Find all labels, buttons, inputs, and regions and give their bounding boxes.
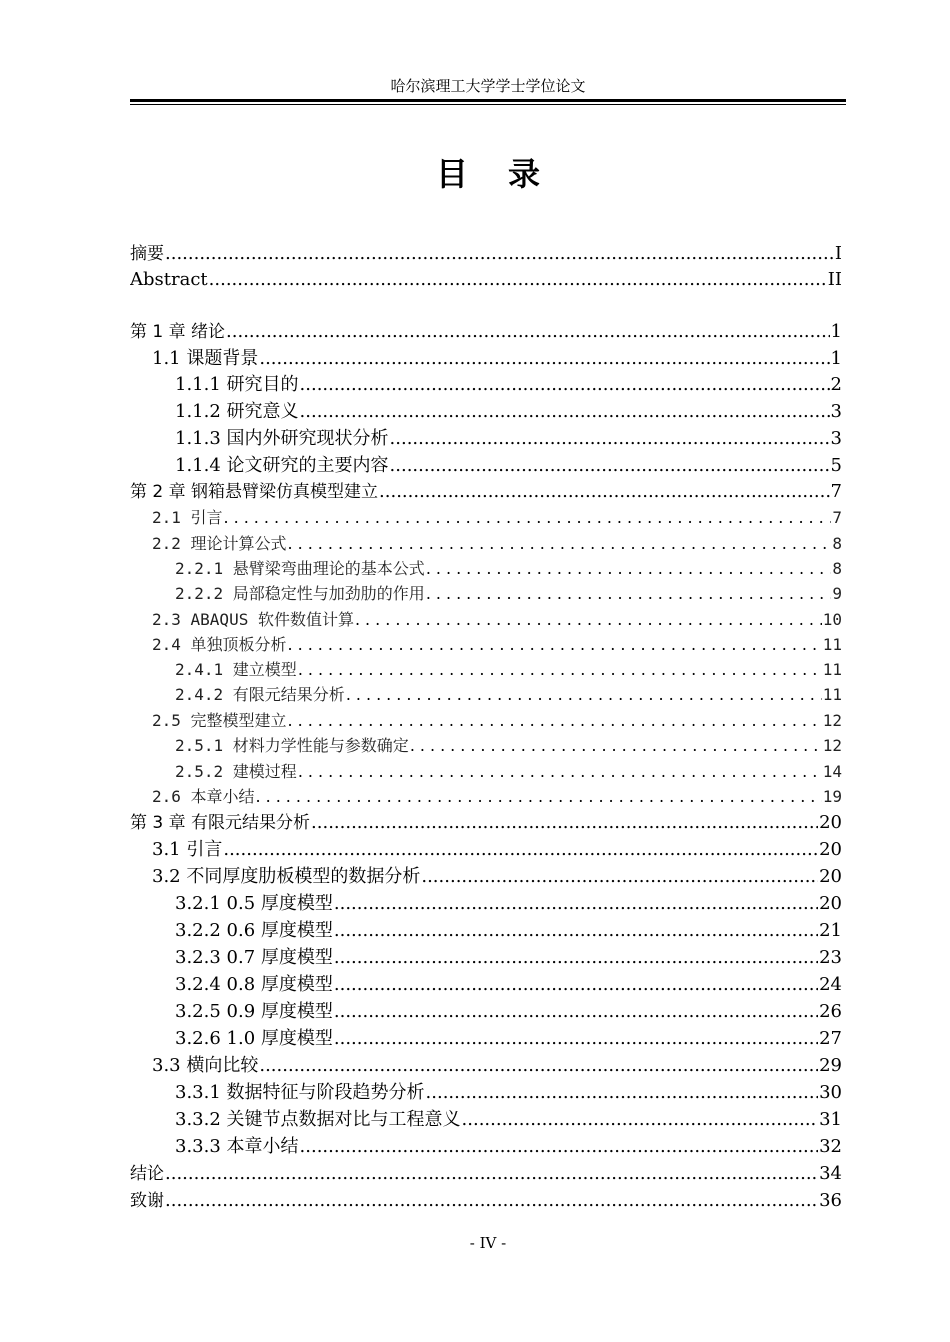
toc-entry-label: 3.2.1 0.5 厚度模型 — [175, 893, 333, 914]
toc-entry-label: 2.2.1 悬臂梁弯曲理论的基本公式 — [175, 559, 425, 578]
toc-entry-label: 第 2 章 钢箱悬臂梁仿真模型建立 — [130, 482, 379, 502]
toc-leader-dots — [288, 532, 832, 556]
toc-entry-label: 3.2.6 1.0 厚度模型 — [175, 1028, 333, 1049]
toc-leader-dots — [334, 892, 818, 916]
toc-entry-2-2-1[interactable] — [130, 555, 846, 581]
toc-entry-page: 7 — [830, 481, 842, 502]
toc-leader-dots — [346, 683, 822, 707]
toc-entry-page: 14 — [822, 762, 842, 781]
toc-entry-chapter-1[interactable] — [130, 318, 846, 344]
running-header: 哈尔滨理工大学学士学位论文 — [390, 77, 586, 95]
toc-leader-dots — [334, 1027, 818, 1051]
toc-entry-label: 3.2.4 0.8 厚度模型 — [175, 974, 333, 995]
toc-entry-page: 10 — [822, 610, 842, 629]
toc-entry-3-2-6[interactable] — [130, 1025, 846, 1051]
toc-entry-3-3-1[interactable] — [130, 1079, 846, 1105]
toc-entry-1-1-4[interactable] — [130, 452, 846, 478]
toc-entry-label: 2.4.2 有限元结果分析 — [175, 685, 345, 704]
toc-entry-2-3[interactable] — [130, 606, 846, 632]
toc-entry-label: 1.1.2 研究意义 — [175, 401, 299, 422]
toc-entry-2-1[interactable] — [130, 504, 846, 530]
toc-entry-label: 2.5 完整模型建立 — [152, 711, 287, 730]
toc-leader-dots — [256, 785, 822, 809]
toc-entry-label: 2.3 ABAQUS 软件数值计算 — [152, 610, 354, 629]
toc-entry-2-5-1[interactable] — [130, 732, 846, 758]
toc-leader-dots — [224, 506, 832, 530]
toc-entry-2-4-1[interactable] — [130, 656, 846, 682]
toc-entry-page: 19 — [822, 787, 842, 806]
toc-entry-label: Abstract — [130, 269, 208, 290]
toc-entry-page: 31 — [819, 1109, 842, 1130]
toc-entry-label: 3.2.5 0.9 厚度模型 — [175, 1001, 333, 1022]
toc-leader-dots — [165, 1162, 818, 1186]
title-part-2: 录 — [508, 155, 541, 193]
toc-entry-page: 36 — [819, 1190, 842, 1211]
toc-entry-page: 21 — [819, 920, 842, 941]
toc-entry-2-4[interactable] — [130, 631, 846, 657]
title-part-1: 目 — [435, 155, 468, 193]
toc-leader-dots — [334, 946, 818, 970]
toc-entry-2-5-2[interactable] — [130, 758, 846, 784]
toc-leader-dots — [223, 838, 818, 862]
toc-leader-dots — [334, 919, 818, 943]
toc-entry-page: I — [834, 243, 842, 264]
toc-entry-page: 5 — [830, 455, 842, 476]
toc-leader-dots — [426, 1081, 819, 1105]
toc-entry-page: II — [827, 269, 842, 290]
toc-entry-label: 2.4 单独顶板分析 — [152, 635, 287, 654]
toc-entry-page: 1 — [830, 321, 842, 342]
toc-entry-chapter-3[interactable] — [130, 809, 846, 835]
toc-leader-dots — [334, 1000, 818, 1024]
toc-entry-label: 致谢 — [130, 1191, 164, 1211]
toc-entry-page: 12 — [822, 736, 842, 755]
toc-leader-dots — [165, 242, 834, 266]
toc-leader-dots — [298, 658, 822, 682]
toc-entry-label: 第 3 章 有限元结果分析 — [130, 813, 311, 833]
toc-leader-dots — [165, 1189, 818, 1213]
toc-leader-dots — [300, 400, 830, 424]
toc-entry-label: 3.3.2 关键节点数据对比与工程意义 — [175, 1109, 461, 1130]
toc-entry-label: 3.2.2 0.6 厚度模型 — [175, 920, 333, 941]
toc-entry-label: 2.2.2 局部稳定性与加劲肋的作用 — [175, 584, 425, 603]
toc-entry-page: 3 — [830, 428, 842, 449]
toc-entry-page: 32 — [819, 1136, 842, 1157]
toc-entry-1-1-3[interactable] — [130, 425, 846, 451]
toc-entry-acknowledgements[interactable] — [130, 1187, 846, 1213]
toc-leader-dots — [355, 608, 822, 632]
toc-entry-page: 30 — [819, 1082, 842, 1103]
toc-entry-3-2-4[interactable] — [130, 971, 846, 997]
header-rule-thick — [130, 99, 846, 102]
toc-entry-label: 3.1 引言 — [152, 839, 223, 860]
toc-entry-label: 结论 — [130, 1164, 164, 1184]
toc-entry-page: 7 — [832, 508, 842, 527]
page-number: - IV - — [469, 1234, 507, 1252]
page-title — [130, 152, 846, 196]
toc-entry-page: 34 — [819, 1163, 842, 1184]
toc-entry-page: 3 — [830, 401, 842, 422]
toc-leader-dots — [462, 1108, 819, 1132]
toc-entry-label: 摘要 — [130, 244, 164, 264]
toc-leader-dots — [426, 582, 832, 606]
toc-leader-dots — [390, 454, 830, 478]
toc-leader-dots — [390, 427, 830, 451]
toc-entry-label: 2.6 本章小结 — [152, 787, 255, 806]
toc-entry-3-2[interactable] — [130, 863, 846, 889]
toc-entry-chapter-2[interactable] — [130, 478, 846, 504]
toc-entry-label: 2.4.1 建立模型 — [175, 660, 297, 679]
toc-entry-page: 8 — [832, 534, 842, 553]
toc-entry-page: 26 — [819, 1001, 842, 1022]
toc-entry-label: 3.3 横向比较 — [152, 1055, 259, 1076]
toc-entry-page: 20 — [819, 839, 842, 860]
toc-entry-1-1[interactable] — [130, 345, 846, 371]
toc-leader-dots — [259, 1054, 818, 1078]
toc-leader-dots — [288, 709, 822, 733]
toc-entry-conclusion[interactable] — [130, 1160, 846, 1186]
toc-entry-page: 11 — [822, 635, 842, 654]
toc-entry-label: 2.2 理论计算公式 — [152, 534, 287, 553]
toc-entry-label: 1.1.3 国内外研究现状分析 — [175, 428, 389, 449]
toc-entry-page: 2 — [830, 374, 842, 395]
toc-entry-label: 第 1 章 绪论 — [130, 322, 226, 342]
header-rule-thin — [130, 104, 846, 105]
toc-entry-label: 2.5.1 材料力学性能与参数确定 — [175, 736, 409, 755]
toc-entry-label: 1.1 课题背景 — [152, 348, 259, 369]
toc-entry-page: 1 — [830, 348, 842, 369]
toc-entry-3-2-3[interactable] — [130, 944, 846, 970]
toc-entry-label: 1.1.4 论文研究的主要内容 — [175, 455, 389, 476]
toc-entry-3-2-1[interactable] — [130, 890, 846, 916]
toc-leader-dots — [298, 760, 822, 784]
toc-entry-label: 2.5.2 建模过程 — [175, 762, 297, 781]
toc-entry-3-1[interactable] — [130, 836, 846, 862]
toc-entry-page: 29 — [819, 1055, 842, 1076]
toc-entry-abstract-cn[interactable] — [130, 240, 846, 266]
toc-entry-page: 11 — [822, 685, 842, 704]
toc-entry-2-2[interactable] — [130, 530, 846, 556]
toc-leader-dots — [300, 373, 830, 397]
toc-entry-page: 24 — [819, 974, 842, 995]
toc-entry-3-2-2[interactable] — [130, 917, 846, 943]
toc-leader-dots — [421, 865, 818, 889]
toc-entry-label: 3.2 不同厚度肋板模型的数据分析 — [152, 866, 421, 887]
toc-entry-1-1-1[interactable] — [130, 371, 846, 397]
toc-entry-page: 12 — [822, 711, 842, 730]
toc-entry-label: 1.1.1 研究目的 — [175, 374, 299, 395]
toc-leader-dots — [226, 320, 830, 344]
toc-entry-label: 2.1 引言 — [152, 508, 223, 527]
toc-entry-2-5[interactable] — [130, 707, 846, 733]
toc-entry-page: 20 — [819, 866, 842, 887]
toc-leader-dots — [209, 268, 827, 292]
toc-leader-dots — [379, 480, 830, 504]
toc-entry-page: 23 — [819, 947, 842, 968]
toc-entry-page: 11 — [822, 660, 842, 679]
toc-entry-2-4-2[interactable] — [130, 681, 846, 707]
toc-entry-label: 3.3.3 本章小结 — [175, 1136, 299, 1157]
toc-entry-3-3-2[interactable] — [130, 1106, 846, 1132]
toc-entry-2-2-2[interactable] — [130, 580, 846, 606]
toc-entry-page: 8 — [832, 559, 842, 578]
toc-entry-3-3[interactable] — [130, 1052, 846, 1078]
toc-entry-3-3-3[interactable] — [130, 1133, 846, 1159]
toc-leader-dots — [334, 973, 818, 997]
toc-leader-dots — [288, 633, 822, 657]
toc-entry-page: 9 — [832, 584, 842, 603]
toc-entry-abstract-en[interactable] — [130, 266, 846, 292]
toc-leader-dots — [259, 347, 829, 371]
toc-entry-3-2-5[interactable] — [130, 998, 846, 1024]
toc-entry-2-6[interactable] — [130, 783, 846, 809]
toc-entry-label: 3.2.3 0.7 厚度模型 — [175, 947, 333, 968]
toc-entry-page: 20 — [819, 893, 842, 914]
toc-entry-1-1-2[interactable] — [130, 398, 846, 424]
toc-leader-dots — [410, 734, 822, 758]
toc-entry-label: 3.3.1 数据特征与阶段趋势分析 — [175, 1082, 425, 1103]
toc-entry-page: 20 — [819, 812, 842, 833]
toc-leader-dots — [426, 557, 832, 581]
toc-leader-dots — [300, 1135, 819, 1159]
toc-entry-page: 27 — [819, 1028, 842, 1049]
toc-leader-dots — [311, 811, 818, 835]
